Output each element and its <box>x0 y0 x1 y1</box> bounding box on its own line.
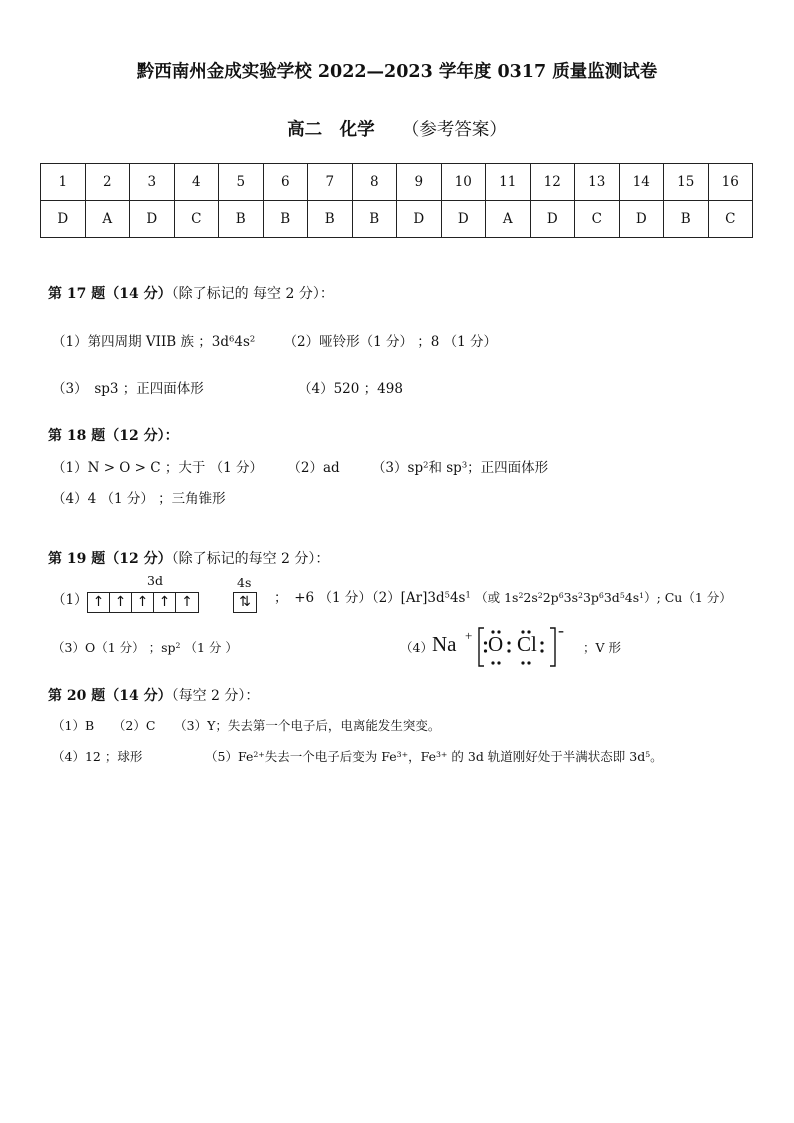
answer-cell: D <box>619 201 664 238</box>
answer-cell: D <box>130 201 175 238</box>
q19-answer-3: （3）O（1 分） ；sp <box>52 640 176 655</box>
up-arrow-icon: ↑ <box>181 594 193 610</box>
q19-config-open: （或 1s <box>475 590 519 605</box>
answer-cell: D <box>530 201 575 238</box>
q20-answer-5e: 。 <box>650 749 663 764</box>
up-arrow-icon: ↑ <box>154 593 176 612</box>
question-number: 6 <box>263 164 308 201</box>
page-title: 黔西南州金成实验学校 2022—2023 学年度 0317 质量监测试卷 <box>136 62 658 82</box>
q20-note: （每空 2 分）： <box>171 688 260 704</box>
orbital-diagram-3d <box>87 592 199 613</box>
superscript: 3 <box>461 459 468 470</box>
q20-heading-text: 第 20 题（14 分） <box>48 688 172 704</box>
answer-cell: D <box>41 201 86 238</box>
question-number: 10 <box>441 164 486 201</box>
q19-answer-2b: 4s <box>449 590 466 606</box>
q18-answer-3: （3）sp <box>371 460 424 476</box>
q20-answer-5: （5）Fe <box>205 749 254 764</box>
q20-line-2b <box>205 747 663 765</box>
superscript: 1 <box>465 589 471 600</box>
answer-cell: B <box>352 201 397 238</box>
answer-cell: B <box>219 201 264 238</box>
answer-cell: B <box>308 201 353 238</box>
subtitle-main: 高二 化学 <box>287 120 375 140</box>
question-number: 1 <box>41 164 86 201</box>
q19-line-1 <box>274 586 732 606</box>
q18-heading: 第 18 题（12 分）： <box>48 428 179 444</box>
q17-answer-1: （1）第四周期 VIIB 族 ；3d <box>52 334 230 350</box>
q17-answer-4: （4）520 ；498 <box>298 381 403 397</box>
config-orbital: 3d <box>603 590 620 605</box>
q20-heading <box>48 685 259 705</box>
subtitle-note: （参考答案） <box>401 120 507 140</box>
superscript: 2 <box>537 590 543 600</box>
orbital-4s-label: 4s <box>237 575 252 590</box>
q18-line-2: （4）4 （1 分） ；三角锥形 <box>52 491 226 507</box>
superscript: 2 <box>518 590 524 600</box>
q17-answer-3: （3） sp3 ；正四面体形 <box>52 381 204 397</box>
page-subtitle <box>0 116 794 141</box>
up-arrow-icon: ↑ <box>132 593 154 612</box>
answer-cell: B <box>664 201 709 238</box>
question-number: 4 <box>174 164 219 201</box>
superscript: 2 <box>423 459 429 470</box>
electron-dot <box>497 661 500 664</box>
q17-answer-1b: 4s <box>234 334 250 350</box>
up-arrow-icon: ↑ <box>88 593 110 612</box>
left-bracket <box>479 628 484 666</box>
q19-answer-3b: （1 分 ） <box>184 640 238 655</box>
question-number: 15 <box>664 164 709 201</box>
config-orbital: 3p <box>582 590 599 605</box>
answer-table-answer-row <box>41 201 753 238</box>
lewis-minus-charge: - <box>558 620 564 640</box>
question-number: 16 <box>708 164 753 201</box>
superscript: 6 <box>598 590 604 600</box>
right-bracket <box>550 628 555 666</box>
q19-line-2 <box>52 638 238 656</box>
superscript: 5 <box>645 749 651 759</box>
electron-dot <box>521 661 524 664</box>
config-orbital: 3s <box>563 590 578 605</box>
q17-line-1 <box>52 330 497 350</box>
q18-answer-2: （2）ad <box>287 460 340 476</box>
superscript: 3+ <box>396 749 409 759</box>
config-orbital: 4s <box>624 590 640 605</box>
answer-cell: C <box>575 201 620 238</box>
question-number: 9 <box>397 164 442 201</box>
lewis-sodium: Na <box>432 632 457 656</box>
question-number: 2 <box>85 164 130 201</box>
superscript: 2+ <box>253 749 265 759</box>
q19-answer-4-shape: ；V 形 <box>583 640 622 655</box>
config-orbital: 2p <box>542 590 559 605</box>
q18-answer-3b: 和 sp <box>428 460 462 476</box>
answer-cell: D <box>397 201 442 238</box>
q20-answer-5c: ，Fe <box>408 749 436 764</box>
q19-heading <box>48 548 329 568</box>
q19-part4-number: （4） <box>400 640 433 655</box>
q18-line-1 <box>52 456 548 476</box>
electron-dot <box>507 641 510 644</box>
electron-dot <box>491 661 494 664</box>
electron-dot <box>484 649 487 652</box>
q18-answer-3c: ；正四面体形 <box>467 460 549 476</box>
config-orbital: 2s <box>523 590 538 605</box>
lewis-chlorine: Cl <box>517 632 537 656</box>
superscript: 5 <box>619 590 625 600</box>
question-number: 7 <box>308 164 353 201</box>
orbital-diagram-4s <box>233 592 257 613</box>
superscript: 2 <box>249 333 256 344</box>
q20-answer-5b: 失去一个电子后变为 Fe <box>264 749 397 764</box>
superscript: 3+ <box>435 749 448 759</box>
question-number: 5 <box>219 164 264 201</box>
q20-line-1: （1）B （2）C （3）Y；失去第一个电子后，电离能发生突变。 <box>52 718 441 733</box>
question-number: 12 <box>530 164 575 201</box>
paired-arrows-icon: ⇅ <box>239 594 251 610</box>
superscript: 5 <box>444 589 450 600</box>
superscript: 1 <box>639 590 645 600</box>
answer-cell: B <box>263 201 308 238</box>
electron-dot <box>507 649 510 652</box>
electron-dot <box>540 641 543 644</box>
q19-note: （除了标记的每空 2 分）： <box>171 551 330 567</box>
superscript: 6 <box>558 590 564 600</box>
q19-config-close: ）; Cu（1 分） <box>644 590 732 605</box>
q17-heading <box>48 283 334 303</box>
electron-dot <box>540 649 543 652</box>
up-arrow-icon: ↑ <box>110 593 132 612</box>
q18-answer-1: （1）N > O > C ；大于 （1 分） <box>52 460 264 476</box>
electron-dot <box>527 661 530 664</box>
lewis-oxygen: O <box>488 632 504 656</box>
q19-full-config <box>475 590 732 605</box>
question-number: 8 <box>352 164 397 201</box>
q19-part1-number: （1） <box>52 592 88 608</box>
answer-cell: A <box>85 201 130 238</box>
answer-cell: A <box>486 201 531 238</box>
answer-table-number-row <box>41 164 753 201</box>
q17-line-2b <box>298 377 403 397</box>
q17-answer-2: （2）哑铃形（1 分） ；8 （1 分） <box>283 334 498 350</box>
superscript: 2 <box>175 640 181 650</box>
q17-line-2 <box>52 377 204 397</box>
q17-note: （除了标记的 每空 2 分）： <box>171 286 334 302</box>
superscript: 2 <box>578 590 583 600</box>
q20-line-2a: （4）12 ；球形 <box>52 749 143 764</box>
answer-cell: D <box>441 201 486 238</box>
answer-cell: C <box>708 201 753 238</box>
electron-dot <box>484 641 487 644</box>
q20-answer-5d: 的 3d 轨道刚好处于半满状态即 3d <box>447 749 646 764</box>
q19-answer-2: ； +6 （1 分）（2）[Ar]3d <box>274 590 445 606</box>
q19-heading-text: 第 19 题（12 分） <box>48 551 172 567</box>
answer-cell: C <box>174 201 219 238</box>
question-number: 13 <box>575 164 620 201</box>
q17-heading-text: 第 17 题（14 分） <box>48 286 172 302</box>
orbital-3d-label: 3d <box>147 573 163 588</box>
lewis-plus-charge: + <box>465 628 473 643</box>
question-number: 14 <box>619 164 664 201</box>
question-number: 3 <box>130 164 175 201</box>
superscript: 6 <box>229 333 235 344</box>
answer-table <box>40 163 753 238</box>
question-number: 11 <box>486 164 531 201</box>
